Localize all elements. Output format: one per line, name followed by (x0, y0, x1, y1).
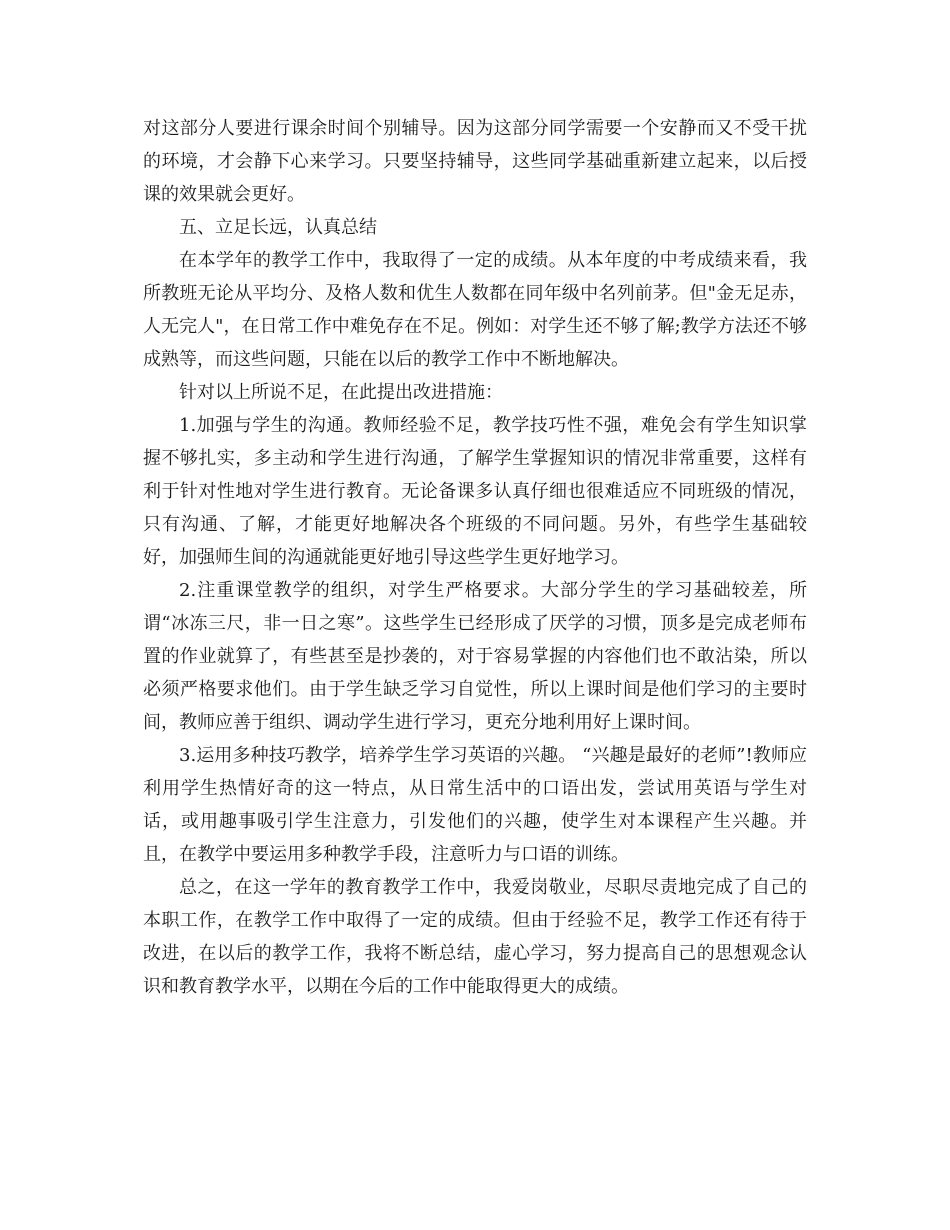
section-heading: 五、立足长远，认真总结 (179, 217, 377, 238)
paragraph-measure-3: 3.运用多种技巧教学，培养学生学习英语的兴趣。 “兴趣是最好的老师”!教师应利用学生热情好奇的这一特点，从日常生活中的口语出发，尝试用英语与学生对话，或用趣事吸引学生注意力，引发他们的兴趣，使学生对本课程产生兴趣。并且，在教学中要运用多种教学手段，注意听力与口语的训练。 (143, 745, 807, 865)
document-body (143, 112, 807, 1003)
paragraph-improvement-intro: 针对以上所说不足，在此提出改进措施： (179, 382, 503, 403)
paragraph-measure-2: 2.注重课堂教学的组织，对学生严格要求。大部分学生的学习基础较差，所谓“冰冻三尺，非一日之寒”。这些学生已经形成了厌学的习惯，顶多是完成老师布置的作业就算了，有些甚至是抄袭的，对于容易掌握的内容他们也不敢沾染，所以必须严格要求他们。由于学生缺乏学习自觉性，所以上课时间是他们学习的主要时间，教师应善于组织、调动学生进行学习，更充分地利用好上课时间。 (143, 580, 807, 733)
paragraph-continuation: 对这部分人要进行课余时间个别辅导。因为这部分同学需要一个安静而又不受干扰的环境，才会静下心来学习。只要坚持辅导，这些同学基础重新建立起来，以后授课的效果就会更好。 (143, 118, 807, 205)
paragraph-conclusion: 总之，在这一学年的教育教学工作中，我爱岗敬业，尽职尽责地完成了自己的本职工作，在教学工作中取得了一定的成绩。但由于经验不足，教学工作还有待于改进，在以后的教学工作，我将不断总结，虚心学习，努力提高自己的思想观念认识和教育教学水平，以期在今后的工作中能取得更大的成绩。 (143, 877, 807, 997)
paragraph-achievements: 在本学年的教学工作中，我取得了一定的成绩。从本年度的中考成绩来看，我所教班无论从平均分、及格人数和优生人数都在同年级中名列前茅。但"金无足赤，人无完人"，在日常工作中难免存在不足。例如：对学生还不够了解;教学方法还不够成熟等，而这些问题，只能在以后的教学工作中不断地解决。 (143, 250, 807, 370)
paragraph-measure-1: 1.加强与学生的沟通。教师经验不足，教学技巧性不强，难免会有学生知识掌握不够扎实，多主动和学生进行沟通，了解学生掌握知识的情况非常重要，这样有利于针对性地对学生进行教育。无论备课多认真仔细也很难适应不同班级的情况，只有沟通、了解，才能更好地解决各个班级的不同问题。另外，有些学生基础较好，加强师生间的沟通就能更好地引导这些学生更好地学习。 (143, 415, 807, 568)
